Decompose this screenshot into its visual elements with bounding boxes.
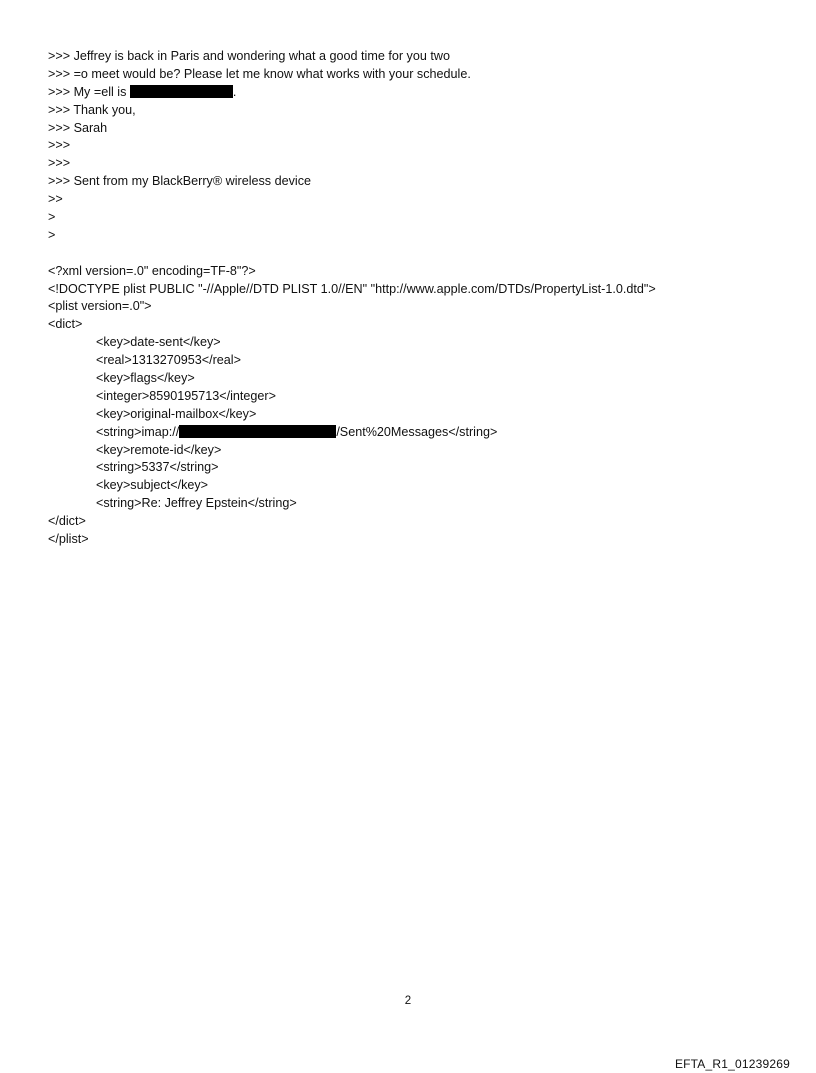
email-line: >>> Sarah <box>48 120 108 135</box>
plist-line: <key>flags</key> <box>96 371 195 386</box>
redaction-box <box>179 425 336 438</box>
email-line-cell <box>48 84 788 102</box>
plist-line: <?xml version=.0" encoding=TF-8"?> <box>48 263 256 278</box>
email-line-text: . <box>232 84 237 99</box>
plist-line: <dict> <box>48 317 83 332</box>
email-line: >>> Sent from my BlackBerry® wireless device <box>48 174 311 189</box>
plist-line: <string>Re: Jeffrey Epstein</string> <box>96 496 297 511</box>
plist-line: </plist> <box>48 532 89 547</box>
plist-line: <!DOCTYPE plist PUBLIC "-//Apple//DTD PLIST 1.0//EN" "http://www.apple.com/DTDs/PropertyList-1.0.dtd"> <box>48 281 656 296</box>
plist-line: <key>remote-id</key> <box>96 442 222 457</box>
email-line: > <box>48 210 56 225</box>
email-line: > <box>48 227 56 242</box>
redaction-box <box>130 85 233 98</box>
email-line: >>> Jeffrey is back in Paris and wondering what a good time for you two <box>48 49 450 63</box>
plist-line-text: <string>imap:// <box>96 424 180 439</box>
bates-number: EFTA_R1_01239269 <box>674 1057 790 1071</box>
blank-line <box>48 245 788 263</box>
plist-line-text: /Sent%20Messages</string> <box>336 424 498 439</box>
plist-line: <key>original-mailbox</key> <box>96 406 257 421</box>
page-number: 2 <box>404 995 412 1007</box>
plist-line: <plist version=.0"> <box>48 299 152 314</box>
plist-line: <key>subject</key> <box>96 478 209 493</box>
plist-line: <integer>8590195713</integer> <box>96 388 276 403</box>
email-line-text: >>> My =ell is <box>48 84 130 99</box>
plist-line: <real>1313270953</real> <box>96 353 241 368</box>
email-line: >> <box>48 192 63 207</box>
email-line: >>> <box>48 138 71 153</box>
email-line: >>> Thank you, <box>48 102 136 117</box>
plist-line-mailbox <box>48 424 788 442</box>
plist-line: </dict> <box>48 514 86 529</box>
plist-line: <key>date-sent</key> <box>96 335 221 350</box>
email-body <box>48 48 788 549</box>
email-line: >>> =o meet would be? Please let me know what works with your schedule. <box>48 66 471 81</box>
plist-line: <string>5337</string> <box>96 460 219 475</box>
email-line: >>> <box>48 156 71 171</box>
